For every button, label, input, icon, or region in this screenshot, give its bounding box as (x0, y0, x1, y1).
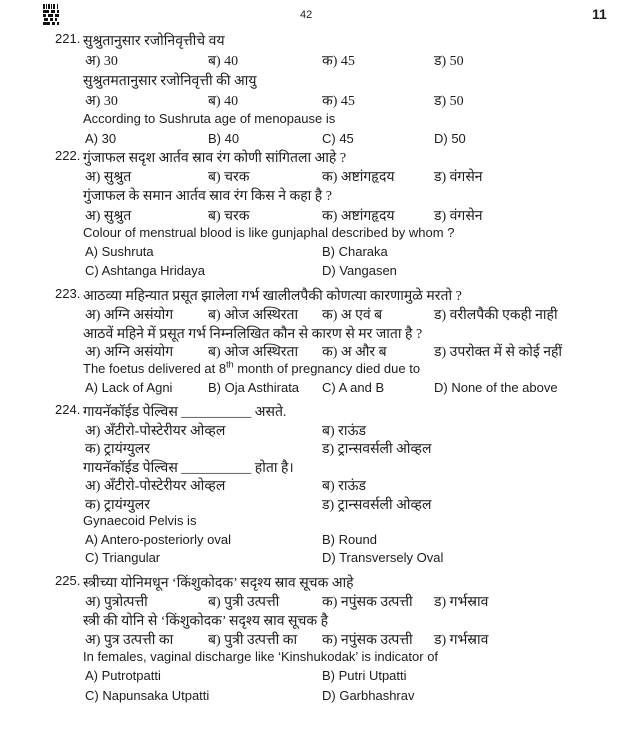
option-d: ड) ट्रान्सवर्सली ओव्हल (322, 442, 432, 457)
option-a: A) Lack of Agni (85, 379, 173, 395)
question-line-hindi (0, 611, 620, 630)
options-row (0, 668, 620, 687)
barcode-icon (42, 4, 60, 25)
options-row (0, 51, 620, 71)
question-text-hindi: सुश्रुतमतानुसार रजोनिवृत्ती की आयु (83, 74, 257, 89)
option-b: ब) पुत्री उत्पत्ती (208, 595, 280, 611)
option-b: ब) ओज अस्थिरता (208, 345, 299, 361)
page-number: 11 (592, 6, 607, 22)
option-d: D) Transversely Oval (322, 550, 444, 565)
option-d: D) Garbhashrav (322, 687, 415, 703)
options-row (0, 167, 620, 186)
option-d: D) None of the above (434, 379, 558, 395)
question-line-english (0, 111, 620, 131)
question-line-hindi (0, 186, 620, 205)
option-d: ड) गर्भस्राव (434, 633, 489, 649)
option-a: अ) अँटीरो-पोस्टेरीयर ओव्हल (85, 423, 226, 439)
option-c: क) 45 (322, 54, 355, 69)
question-number: 224. (55, 402, 81, 417)
question-line-hindi (0, 458, 620, 477)
option-d: ड) 50 (434, 94, 464, 109)
question-number: 223. (55, 286, 81, 301)
option-c: C) A and B (322, 379, 385, 395)
question-223 (0, 286, 620, 399)
question-line-hindi (0, 71, 620, 91)
question-text-english (83, 361, 420, 376)
question-line-english (0, 649, 620, 668)
question-225 (0, 573, 620, 707)
options-row (0, 495, 620, 514)
options-row (0, 305, 620, 324)
option-c: क) नपुंसक उत्पत्ती (322, 595, 413, 611)
question-number: 222. (55, 148, 81, 163)
option-a: अ) 30 (85, 94, 118, 109)
option-b: ब) ओज अस्थिरता (208, 307, 299, 323)
options-row (0, 263, 620, 282)
question-text-marathi: सुश्रुतानुसार रजोनिवृत्तीचे वय (83, 34, 225, 49)
option-b: B) 40 (208, 131, 240, 146)
option-c: क) 45 (322, 94, 355, 109)
option-b: ब) 40 (208, 54, 239, 69)
option-a: अ) पुत्रोत्पत्ती (85, 595, 148, 611)
option-c: C) Napunsaka Utpatti (85, 687, 210, 703)
options-row (0, 380, 620, 399)
question-line-marathi (0, 31, 620, 51)
option-b: B) Charaka (322, 243, 388, 259)
options-row (0, 421, 620, 440)
text-part: The foetus delivered at 8 (83, 361, 227, 377)
question-line-english (0, 513, 620, 532)
option-b: ब) 40 (208, 94, 239, 109)
question-line-marathi (0, 286, 620, 305)
option-a: अ) सुश्रुत (85, 170, 132, 186)
option-a: अ) अँटीरो-पोस्टेरीयर ओव्हल (85, 479, 226, 494)
ordinal-superscript: th (226, 359, 234, 370)
question-line-marathi (0, 402, 620, 421)
option-d: D) 50 (434, 131, 466, 146)
option-a: A) Sushruta (85, 243, 154, 259)
option-b: ब) राऊंड (322, 423, 366, 439)
option-a: अ) पुत्र उत्पत्ती का (85, 633, 174, 649)
question-line-marathi (0, 148, 620, 167)
options-row (0, 532, 620, 551)
option-d: ड) वरीलपैकी एकही नाही (434, 307, 558, 323)
options-row (0, 206, 620, 225)
option-d: ड) वंगसेन (434, 208, 483, 224)
question-text-marathi: गुंजाफल सदृश आर्तव स्राव रंग कोणी सांगितला आहे ? (83, 151, 347, 166)
option-a: A) 30 (85, 131, 117, 146)
option-b: ब) चरक (208, 208, 250, 224)
option-c: क) नपुंसक उत्पत्ती (322, 633, 413, 649)
question-line-english (0, 361, 620, 380)
option-d: ड) उपरोक्त में से कोई नहीं (434, 345, 563, 361)
options-row (0, 342, 620, 361)
question-text-hindi: स्त्री की योनि से ‘किंशुकोदक’ सदृश्य स्राव सूचक है (83, 614, 329, 630)
option-a: अ) अग्नि असंयोग (85, 307, 174, 323)
question-text-hindi: गायनॅकॉईड पेल्विस __________ होता है। (83, 460, 294, 476)
question-text-marathi: आठव्या महिन्यात प्रसूत झालेला गर्भ खालीलपैकी कोणत्या कारणामुळे मरतो ? (83, 289, 462, 304)
options-row (0, 476, 620, 495)
option-b: B) Oja Asthirata (208, 379, 300, 395)
option-c: क) अ और ब (322, 345, 387, 361)
page-center-number: 42 (300, 9, 313, 21)
option-d: ड) 50 (434, 54, 464, 69)
question-text-hindi: आठवें महिने में प्रसूत गर्भ निम्नलिखित कौन से कारण से मर जाता है ? (83, 326, 423, 342)
option-c: C) Ashtanga Hridaya (85, 263, 205, 279)
option-c: क) अ एवं ब (322, 307, 383, 323)
option-b: ब) पुत्री उत्पत्ती का (208, 633, 298, 649)
option-d: ड) वंगसेन (434, 170, 483, 186)
question-text-hindi: गुंजाफल के समान आर्तव स्राव रंग किस ने कहा है ? (83, 189, 332, 205)
options-row (0, 91, 620, 111)
option-a: अ) अग्नि असंयोग (85, 345, 174, 361)
question-text-marathi: गायनॅकॉईड पेल्विस __________ असते. (83, 405, 287, 420)
options-row (0, 630, 620, 649)
text-part: month of pregnancy died due to (233, 361, 421, 377)
question-number: 225. (55, 573, 81, 588)
options-row (0, 439, 620, 458)
option-a: अ) सुश्रुत (85, 208, 132, 224)
options-row (0, 592, 620, 611)
option-c: क) अष्टांगहृदय (322, 170, 395, 186)
option-a: A) Antero-posteriorly oval (85, 531, 231, 547)
question-line-english (0, 225, 620, 244)
option-d: ड) ट्रान्सवर्सली ओव्हल (322, 497, 432, 513)
option-c: क) ट्रायंग्युलर (85, 497, 150, 513)
options-row (0, 688, 620, 707)
question-text-english: According to Sushruta age of menopause is (83, 111, 336, 126)
option-c: क) ट्रायंग्युलर (85, 442, 150, 457)
option-c: C) 45 (322, 131, 354, 146)
options-row (0, 550, 620, 569)
option-d: ड) गर्भस्राव (434, 595, 489, 611)
question-221 (0, 31, 620, 151)
question-line-hindi (0, 324, 620, 343)
question-222 (0, 148, 620, 282)
question-text-marathi: स्त्रीच्या योनिमधून ‘किंशुकोदक’ सदृश्य स्राव सूचक आहे (83, 576, 354, 591)
options-row (0, 244, 620, 263)
question-224 (0, 402, 620, 569)
question-text-english: Gynaecoid Pelvis is (83, 513, 197, 528)
option-c: C) Triangular (85, 550, 161, 565)
option-d: D) Vangasen (322, 263, 397, 279)
question-number: 221. (55, 31, 81, 46)
option-b: B) Round (322, 531, 377, 547)
option-a: A) Putrotpatti (85, 668, 161, 684)
question-text-english: Colour of menstrual blood is like gunjaphal described by whom ? (83, 224, 455, 240)
option-b: B) Putri Utpatti (322, 668, 407, 684)
question-text-english: In females, vaginal discharge like ‘Kinshukodak’ is indicator of (83, 649, 439, 665)
option-a: अ) 30 (85, 54, 118, 69)
option-c: क) अष्टांगहृदय (322, 208, 395, 224)
option-b: ब) चरक (208, 170, 250, 186)
option-b: ब) राऊंड (322, 479, 366, 494)
question-line-marathi (0, 573, 620, 592)
